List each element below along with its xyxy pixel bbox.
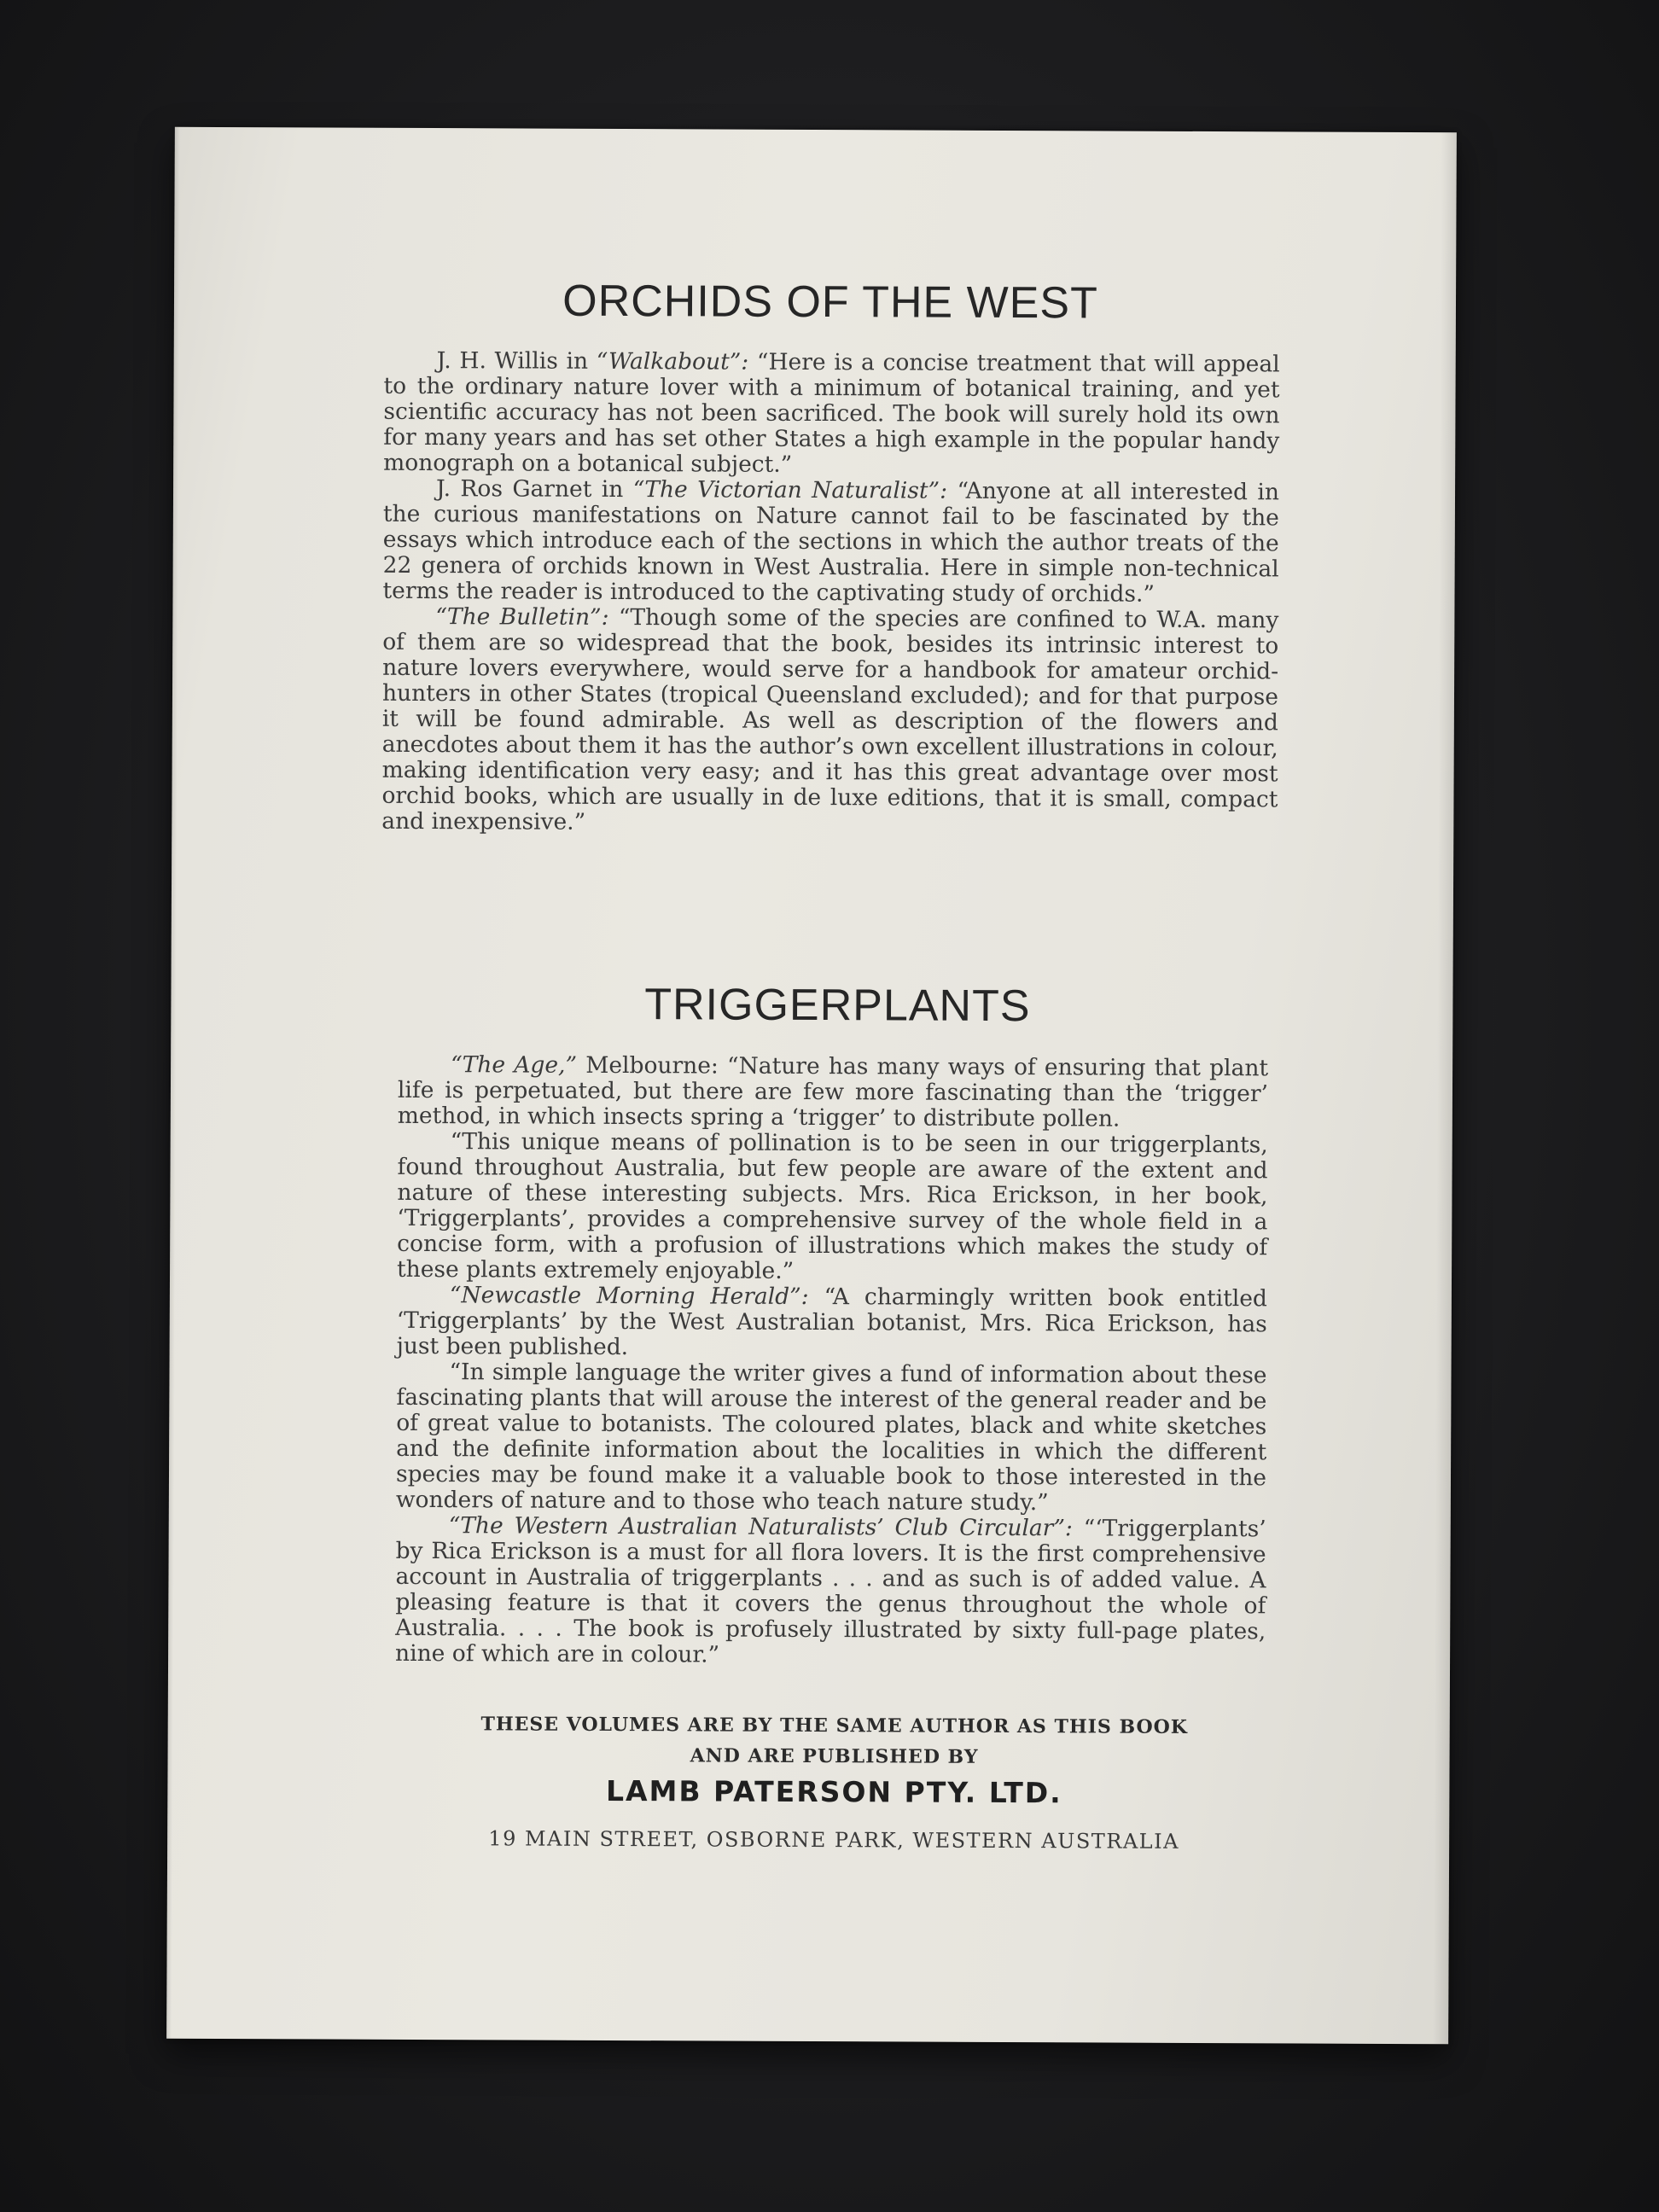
orchids-reviews bbox=[381, 348, 1279, 839]
review-source: “The Bulletin”: bbox=[435, 603, 609, 631]
review-paragraph bbox=[383, 348, 1280, 480]
review-paragraph bbox=[381, 604, 1278, 839]
review-text: “‘Triggerplants’ by Rica Erickson is a must for all flora lovers. It is the first comprehensive account in Australia of triggerplants . . . and as such is of added value. A pleasing feature is that it covers the genus throughout the whole of Australia. . . . The book is profusely illustrated by sixty full-page plates, nine of which are in colour.” bbox=[395, 1515, 1266, 1668]
review-text: “Though some of the species are confined to W.A. many of them are so widespread that the book, besides its intrinsic interest to nature lovers everywhere, would serve for a handbook for amateur orchid-hunters in other States (tropical Queensland excluded); and for that purpose it will be found admirable. As well as description of the flowers and anecdotes about them it has the author’s own excellent illustrations in colour, making identification very easy; and it has this great advantage over most orchid books, which are usually in de luxe editions, that it is small, compact and inexpensive.” bbox=[381, 603, 1279, 835]
review-text: “In simple language the writer gives a fund of information about these fascinating plants that will arouse the interest of the general reader and be of great value to botanists. The coloured plates, black and white sketches and the definite information about the localities in which the different species may be found make it a valuable book to those interested in the wonders of nature and to those who teach nature study.” bbox=[395, 1359, 1267, 1516]
review-source: “The Age,” bbox=[451, 1051, 578, 1079]
review-paragraph bbox=[398, 1052, 1268, 1132]
publisher-address: 19 MAIN STREET, OSBORNE PARK, WESTERN AUSTRALIA bbox=[488, 1826, 1180, 1854]
review-source: “Newcastle Morning Herald”: bbox=[449, 1282, 809, 1310]
review-source: “The Victorian Naturalist”: bbox=[632, 476, 948, 504]
review-source: “The Western Australian Naturalists’ Club Circular”: bbox=[448, 1512, 1073, 1542]
review-lead: J. H. Willis in bbox=[436, 347, 597, 375]
orchids-title: ORCHIDS OF THE WEST bbox=[562, 276, 1098, 329]
triggerplants-reviews bbox=[395, 1052, 1268, 1670]
review-text: “This unique means of pollination is to be seen in our triggerplants, found throughout Australia, but few people are aware of the extent and nature of these interesting subjects. Mrs. Rica Erickson, in her book, ‘Triggerplants’, provides a comprehensive survey of the whole field in a concise form, with a profusion of illustrations which makes the study of these plants extremely enjoyable.” bbox=[396, 1128, 1268, 1284]
review-paragraph bbox=[397, 1283, 1267, 1363]
review-paragraph bbox=[396, 1359, 1267, 1516]
review-text: “Anyone at all interested in the curious manifestations on Nature cannot fail to be fascinated by the essays which introduce each of the sections in which the author treats of the 22 genera of orchids known in West Australia. Here in simple non-technical terms the reader is introduced to the captivating study of orchids.” bbox=[382, 477, 1280, 608]
publisher-note-line-1: THESE VOLUMES ARE BY THE SAME AUTHOR AS THIS BOOK bbox=[480, 1713, 1189, 1738]
review-paragraph bbox=[382, 476, 1279, 608]
publisher-name: LAMB PATERSON PTY. LTD. bbox=[605, 1773, 1062, 1810]
publisher-note bbox=[394, 1708, 1273, 1773]
review-lead: J. Ros Garnet in bbox=[435, 475, 633, 504]
review-text: “Here is a concise treatment that will appeal to the ordinary nature lover with a minimum of botanical training, and yet scientific accuracy has not been sacrificed. The book will surely hold its own for many years and has set other States a high example in the popular handy monograph on a botanical subject.” bbox=[383, 348, 1280, 478]
review-source: “Walkabout”: bbox=[596, 347, 749, 375]
review-paragraph bbox=[395, 1513, 1266, 1670]
publisher-note-line-2: AND ARE PUBLISHED BY bbox=[690, 1744, 979, 1768]
review-paragraph bbox=[397, 1129, 1268, 1286]
review-text: Melbourne: “Nature has many ways of ensuring that plant life is perpetuated, but there are few more fascinating than the ‘trigger’ method, in which insects spring a ‘trigger’ to distribute pollen. bbox=[397, 1051, 1269, 1132]
review-text: “A charmingly written book entitled ‘Triggerplants’ by the West Australian botanist, Mrs. Rica Erickson, has just been published. bbox=[396, 1283, 1267, 1361]
triggerplants-title: TRIGGERPLANTS bbox=[644, 980, 1031, 1032]
book-back-cover bbox=[166, 127, 1457, 2045]
